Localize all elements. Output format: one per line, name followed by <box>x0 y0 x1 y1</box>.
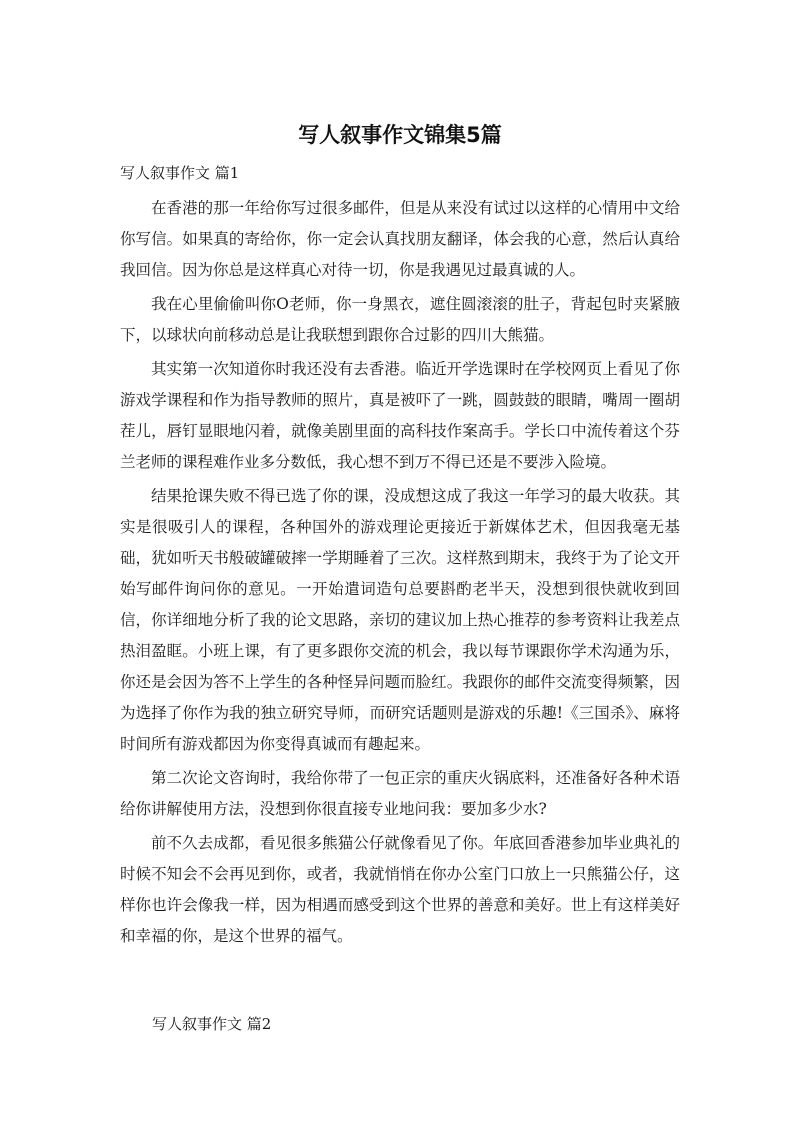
section-heading-1: 写人叙事作文 篇1 <box>120 164 240 182</box>
section-1-body <box>120 193 680 955</box>
paragraph-2: 我在心里偷偷叫你O老师，你一身黑衣，遮住圆滚滚的肚子，背起包时夹紧腋下，以球状向前移动总是让我联想到跟你合过影的四川大熊猫。 <box>120 295 680 344</box>
section-heading-2: 写人叙事作文 篇2 <box>152 1015 272 1033</box>
paragraph-1: 在香港的那一年给你写过很多邮件，但是从来没有试过以这样的心情用中文给你写信。如果真的寄给你，你一定会认真找朋友翻译，体会我的心意，然后认真给我回信。因为你总是这样真心对待一切，你是我遇见过最真诚的人。 <box>120 199 680 279</box>
paragraph-6: 前不久去成都，看见很多熊猫公仔就像看见了你。年底回香港参加毕业典礼的时候不知会不会再见到你，或者，我就悄悄在你办公室门口放上一只熊猫公仔，这样你也许会像我一样，因为相遇而感受到这个世界的善意和美好。世上有这样美好和幸福的你，是这个世界的福气。 <box>120 834 680 945</box>
paragraph-4: 结果抢课失败不得已选了你的课，没成想这成了我这一年学习的最大收获。其实是很吸引人的课程，各种国外的游戏理论更接近于新媒体艺术，但因我毫无基础，犹如听天书般破罐破摔一学期睡着了三次。这样熬到期末，我终于为了论文开始写邮件询问你的意见。一开始遣词造句总要斟酌老半天，没想到很快就收到回信，你详细地分析了我的论文思路，亲切的建议加上热心推荐的参考资料让我差点热泪盈眶。小班上课，有了更多跟你交流的机会，我以每节课跟你学术沟通为乐，你还是会因为答不上学生的各种怪异问题而脸红。我跟你的邮件交流变得频繁，因为选择了你作为我的独立研究导师，而研究话题则是游戏的乐趣!《三国杀》、麻将时间所有游戏都因为你变得真诚而有趣起来。 <box>120 487 680 753</box>
paragraph-5: 第二次论文咨询时，我给你带了一包正宗的重庆火锅底料，还准备好各种术语给你讲解使用方法，没想到你很直接专业地问我：要加多少水? <box>120 769 680 818</box>
paragraph-3: 其实第一次知道你时我还没有去香港。临近开学选课时在学校网页上看见了你游戏学课程和作为指导教师的照片，真是被吓了一跳，圆鼓鼓的眼睛，嘴周一圈胡茬儿，唇钉显眼地闪着，就像美剧里面的高科技作案高手。学长口中流传着这个芬兰老师的课程难作业多分数低，我心想不到万不得已还是不要涉入险境。 <box>120 360 680 471</box>
document-title: 写人叙事作文锦集5篇 <box>298 123 502 147</box>
